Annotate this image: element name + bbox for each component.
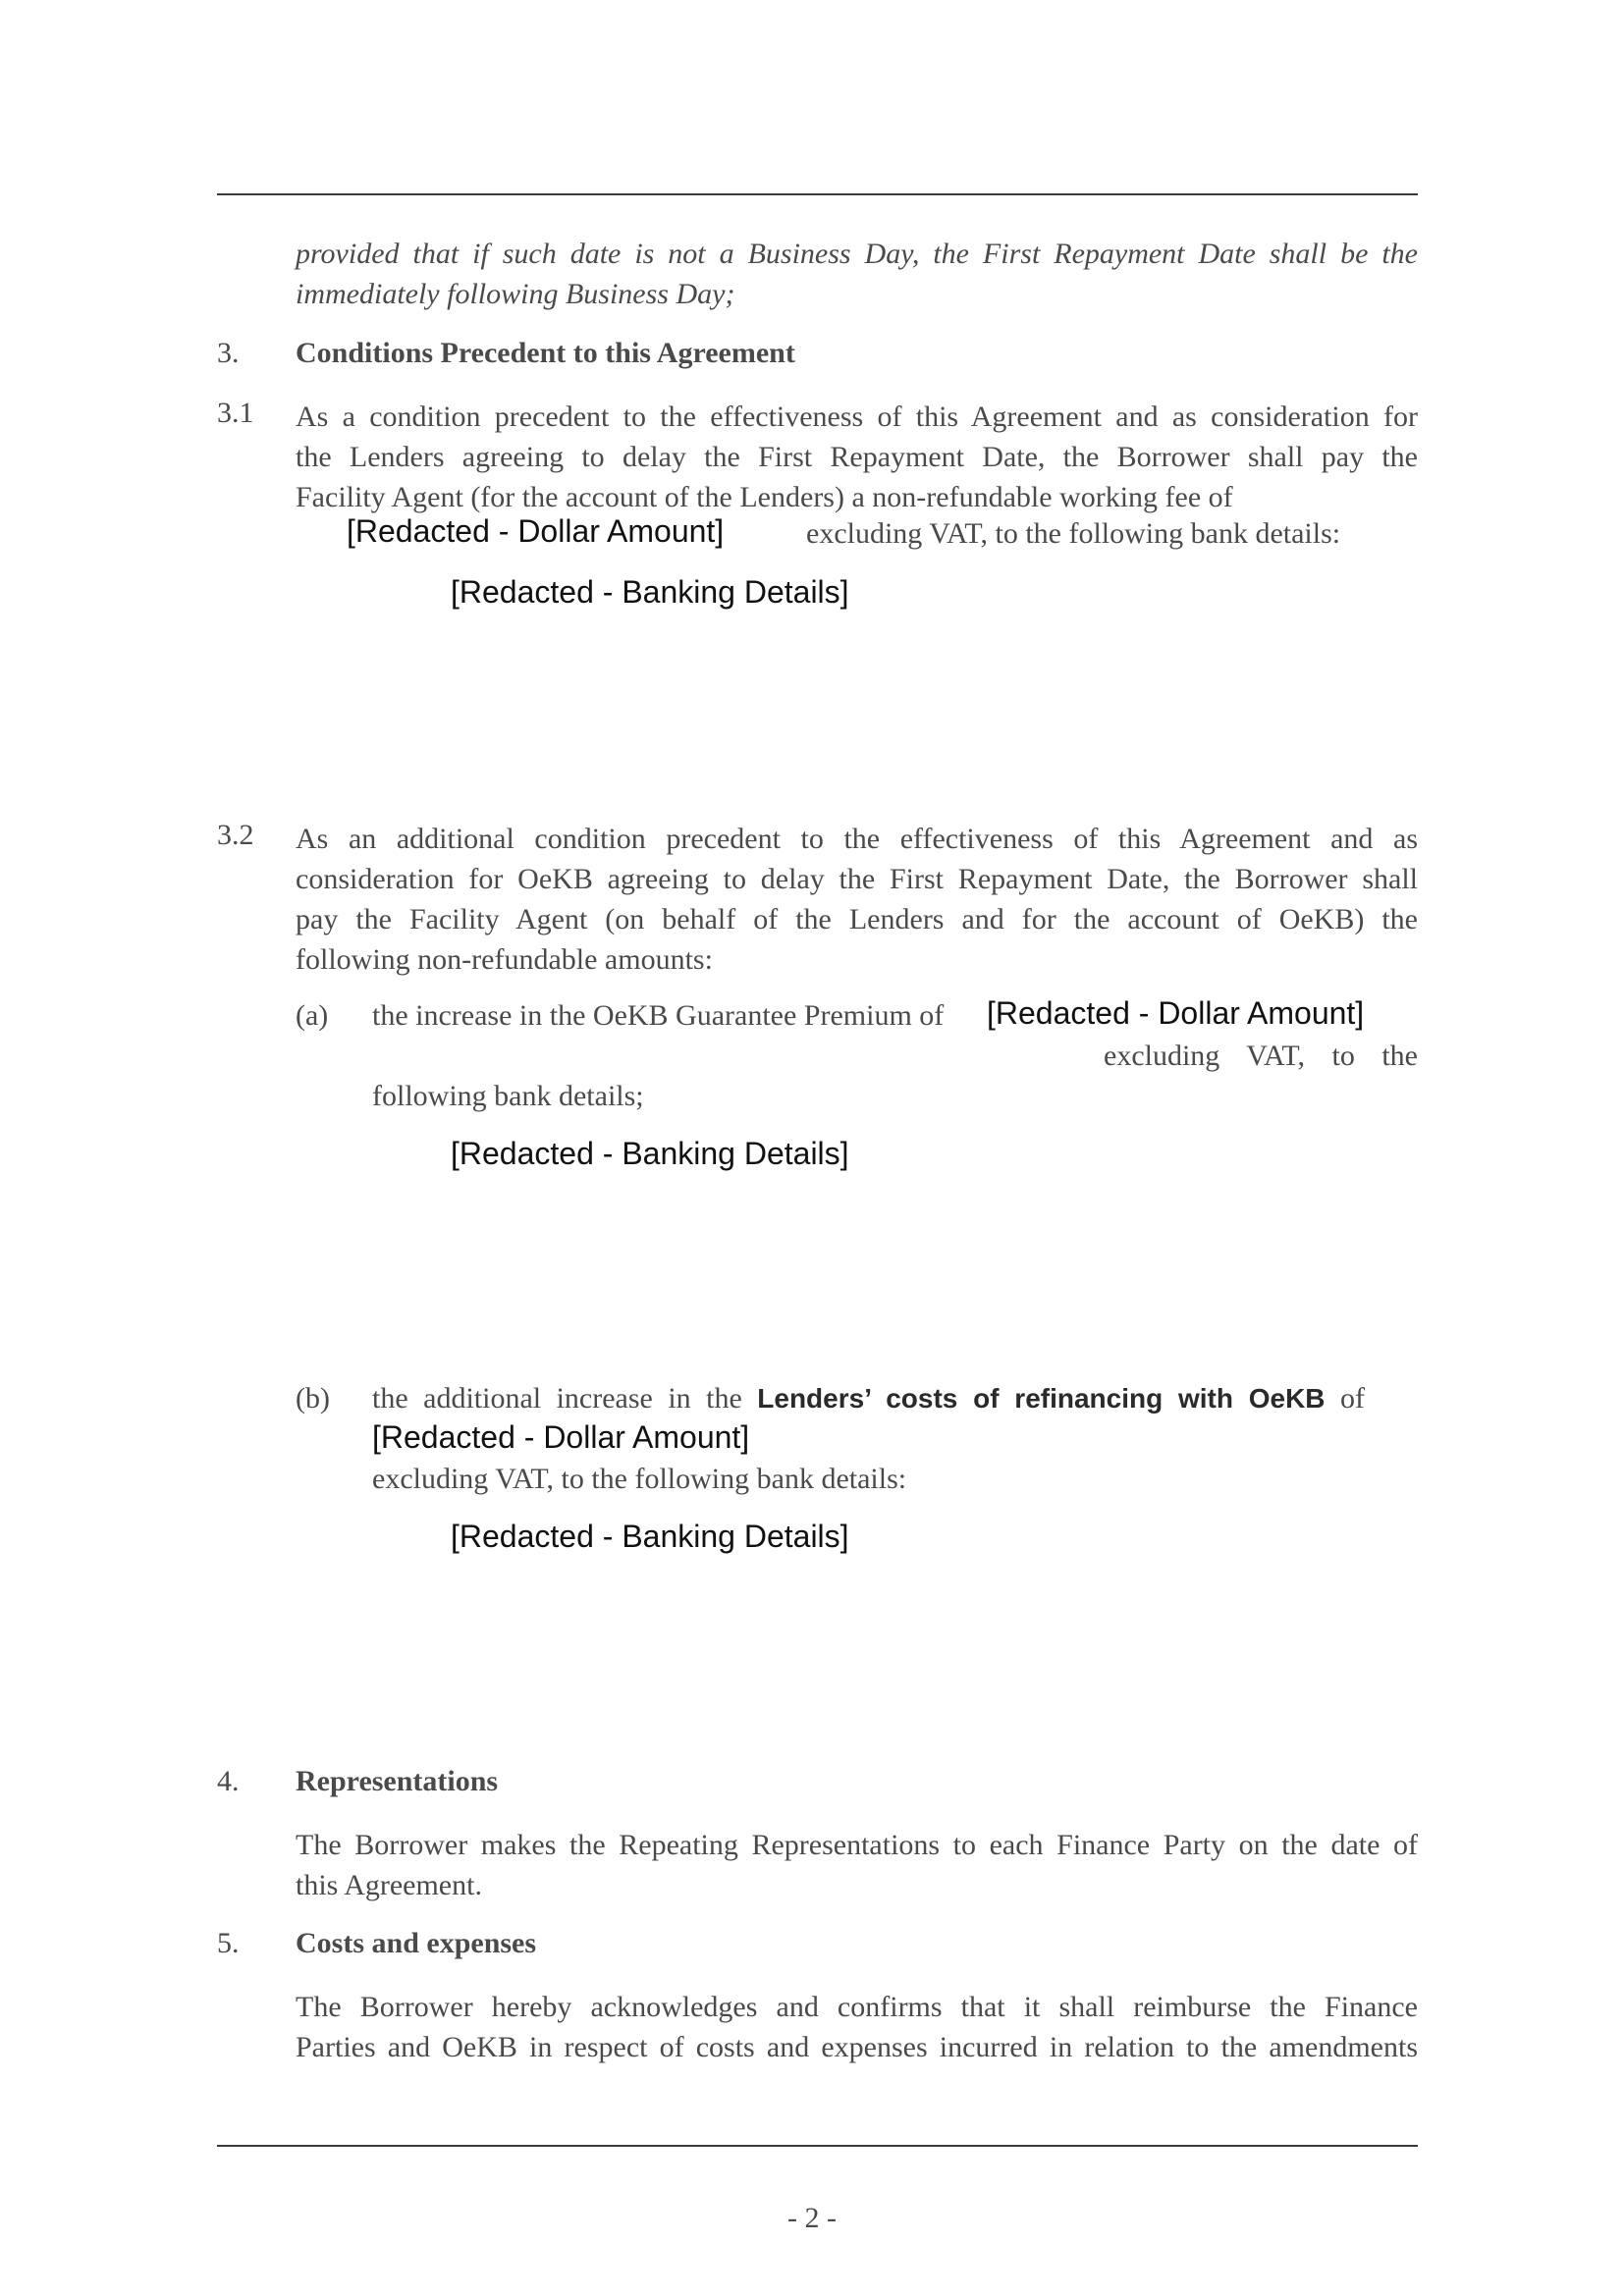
- intro-line-1: provided that if such date is not a Business Day, the First Repayment Date shall be the: [296, 238, 1418, 270]
- item-b-label: (b): [296, 1382, 330, 1415]
- item-b-line-1-start: the additional increase in the: [372, 1382, 742, 1415]
- redacted-dollar-amount-a: [Redacted - Dollar Amount]: [987, 995, 1365, 1031]
- clause-3-1-text: [296, 397, 1418, 517]
- section-4-line-2: this Agreement.: [296, 1869, 482, 1901]
- section-4-heading: Representations: [296, 1765, 499, 1797]
- section-5-heading: Costs and expenses: [296, 1927, 537, 1959]
- clause-3-1-line-4: excluding VAT, to the following bank details:: [806, 517, 1341, 550]
- redacted-dollar-amount-3-1: [Redacted - Dollar Amount]: [347, 513, 725, 549]
- header-rule: [217, 193, 1418, 195]
- clause-3-2-line-1: As an additional condition precedent to the effectiveness of this Agreement and as: [296, 823, 1418, 855]
- item-b-line-3: excluding VAT, to the following bank details:: [372, 1463, 907, 1495]
- section-4-number: 4.: [217, 1765, 240, 1797]
- clause-3-2-line-2: consideration for OeKB agreeing to delay the First Repayment Date, the Borrower shall: [296, 863, 1418, 895]
- item-a-line-1: the increase in the OeKB Guarantee Premium of: [372, 999, 945, 1032]
- section-4-line-1: The Borrower makes the Repeating Representations to each Finance Party on the date of: [296, 1829, 1418, 1861]
- intro-paragraph: [296, 234, 1418, 314]
- section-5-line-2: Parties and OeKB in respect of costs and expenses incurred in relation to the amendments: [296, 2031, 1418, 2063]
- clause-3-2-text: [296, 819, 1418, 980]
- footer-rule: [217, 2145, 1418, 2147]
- clause-3-2-line-3: pay the Facility Agent (on behalf of the Lenders and for the account of OeKB) the: [296, 903, 1418, 935]
- item-b-line-1-end: of: [1340, 1382, 1365, 1415]
- item-a-line-2-wrap: [1104, 1040, 1418, 1073]
- section-5-number: 5.: [217, 1927, 240, 1959]
- redacted-banking-details-3-1: [Redacted - Banking Details]: [451, 574, 849, 610]
- section-5-text: [296, 1987, 1418, 2067]
- clause-3-2-number: 3.2: [217, 819, 254, 851]
- page-number: - 2 -: [787, 2202, 837, 2234]
- item-b-line-1: [372, 1382, 1365, 1415]
- redacted-dollar-amount-b: [Redacted - Dollar Amount]: [372, 1419, 750, 1455]
- clause-3-1-line-1: As a condition precedent to the effectiveness of this Agreement and as consideration for: [296, 400, 1418, 433]
- section-5-line-1: The Borrower hereby acknowledges and confirms that it shall reimburse the Finance: [296, 1991, 1418, 2023]
- clause-3-1-number: 3.1: [217, 397, 254, 429]
- clause-3-2-line-4: following non-refundable amounts:: [296, 943, 713, 976]
- redacted-banking-details-a: [Redacted - Banking Details]: [451, 1136, 849, 1171]
- item-b-line-1-text: [372, 1382, 1365, 1415]
- section-4-text: [296, 1825, 1418, 1905]
- item-a-label: (a): [296, 999, 329, 1032]
- section-3-number: 3.: [217, 337, 240, 369]
- item-a-line-3: following bank details;: [372, 1080, 644, 1112]
- item-b-line-1-bold: Lenders’ costs of refinancing with OeKB: [757, 1383, 1326, 1414]
- redacted-banking-details-b: [Redacted - Banking Details]: [451, 1519, 849, 1554]
- section-3-heading: Conditions Precedent to this Agreement: [296, 337, 795, 369]
- clause-3-1-line-2: the Lenders agreeing to delay the First Repayment Date, the Borrower shall pay the: [296, 441, 1418, 473]
- item-a-line-2: excluding VAT, to the: [1104, 1040, 1418, 1072]
- clause-3-1-line-3: Facility Agent (for the account of the Lenders) a non-refundable working fee of: [296, 481, 1233, 513]
- intro-line-2: immediately following Business Day;: [296, 278, 735, 310]
